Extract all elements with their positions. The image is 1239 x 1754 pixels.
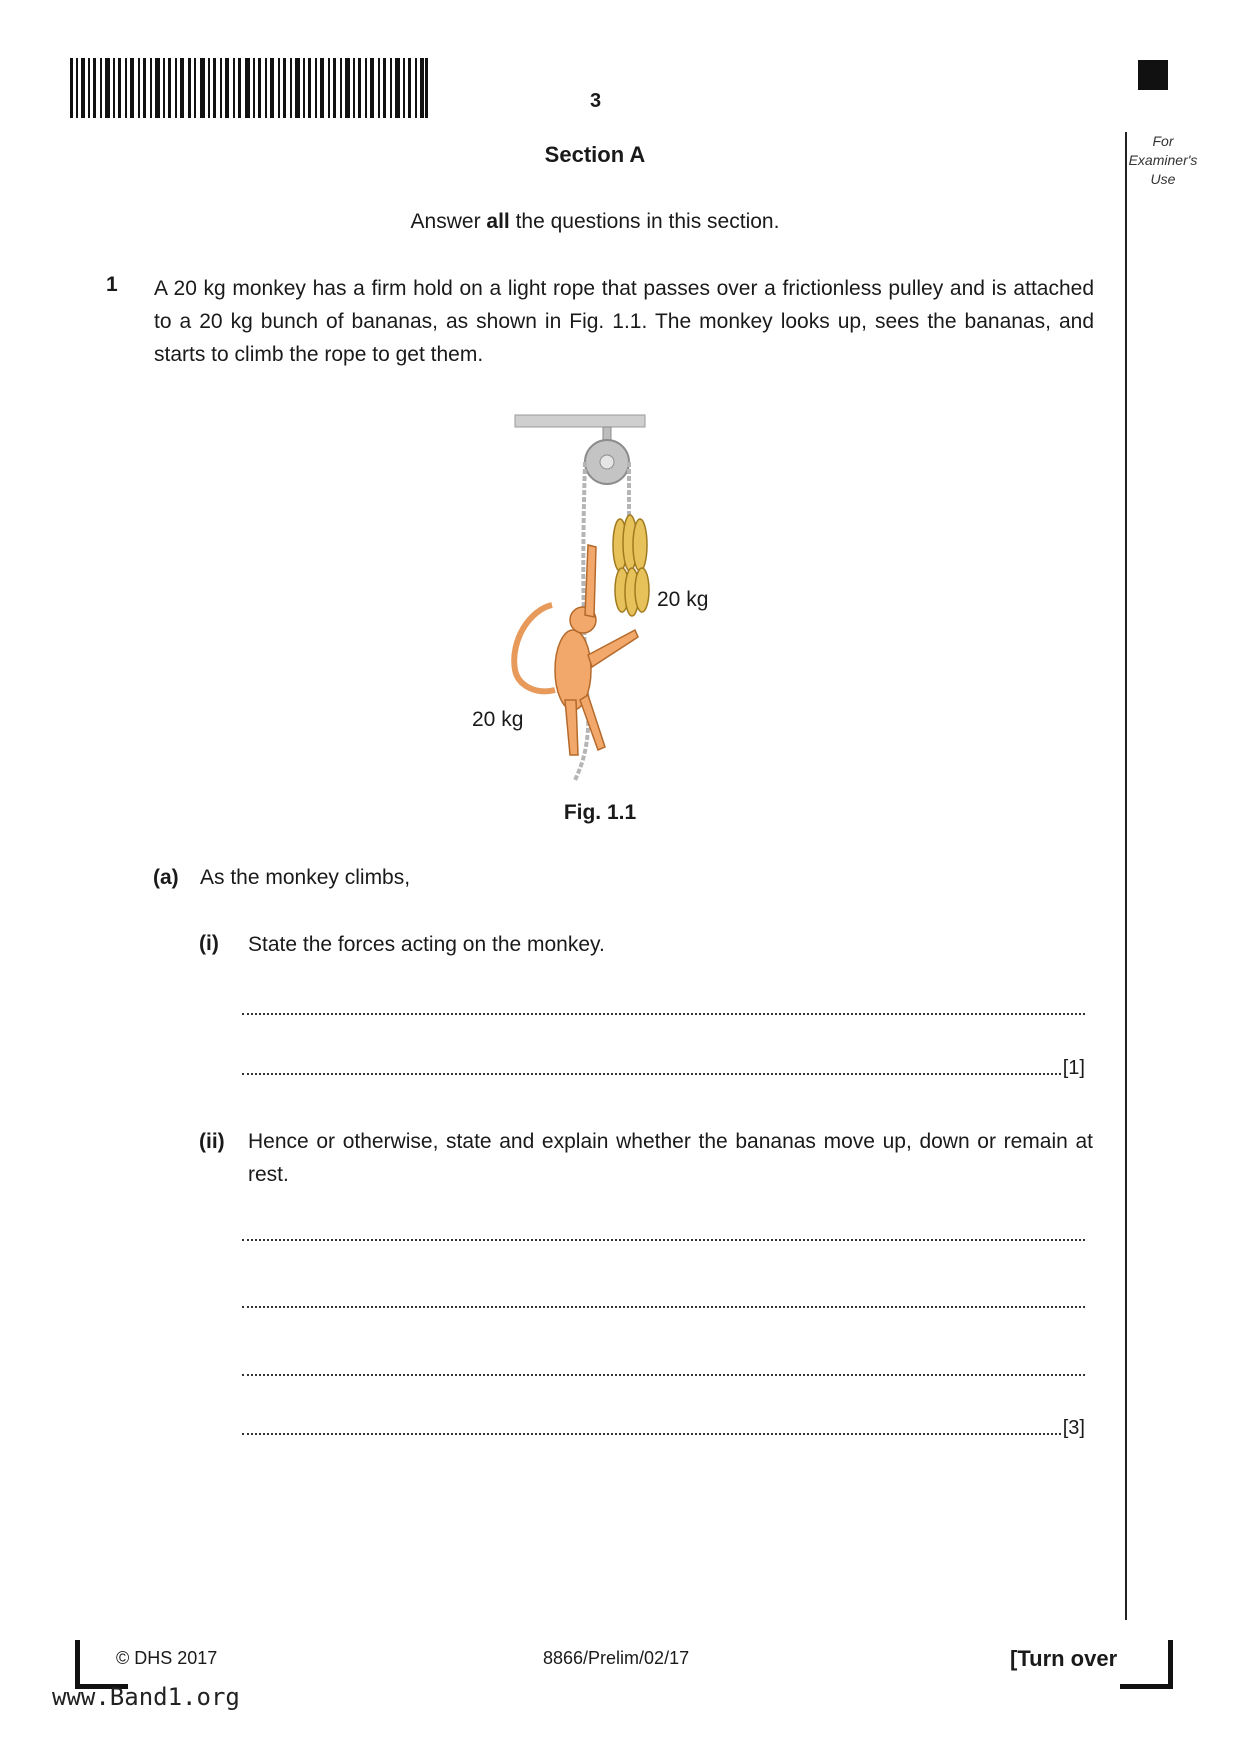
section-title: Section A — [544, 142, 646, 167]
copyright-text: © DHS 2017 — [116, 1648, 218, 1668]
bananas-mass-label: 20 kg — [657, 588, 709, 611]
sub-i-label: (i) — [199, 932, 219, 955]
sub-ii-label: (ii) — [199, 1130, 225, 1153]
examiner-use-label: For Examiner's Use — [1128, 133, 1198, 187]
watermark-url: www.Band1.org — [52, 1683, 240, 1711]
instruction-emphasis: all — [486, 210, 510, 233]
crop-mark-right — [1120, 1640, 1173, 1689]
banana-bunch — [613, 515, 649, 616]
answer-line[interactable] — [242, 1287, 1085, 1313]
sub-ii-text: Hence or otherwise, state and explain whether the bananas move up, down or remain at rest. — [248, 1130, 1093, 1186]
answer-line[interactable] — [242, 1355, 1085, 1381]
monkey-mass-label: 20 kg — [472, 708, 524, 731]
registration-mark — [1138, 60, 1168, 90]
question-number: 1 — [106, 273, 118, 296]
ceiling-bar — [515, 415, 645, 427]
answer-line[interactable] — [242, 1054, 1085, 1080]
question-stem: A 20 kg monkey has a firm hold on a light rope that passes over a frictionless pulley and is attached to a 20 kg bunch of bananas, as shown in Fig. 1.1. The monkey looks up, sees the bananas, and starts to climb the rope to get them. — [154, 277, 1094, 366]
marks-label: [1] — [1062, 1057, 1085, 1079]
marks-label: [3] — [1062, 1417, 1085, 1439]
answer-line[interactable] — [242, 994, 1085, 1020]
answer-line[interactable] — [242, 1220, 1085, 1246]
page-number: 3 — [590, 90, 602, 112]
section-instruction: Answer all the questions in this section. — [410, 210, 780, 233]
turn-over-label: [Turn over — [1010, 1646, 1118, 1671]
paper-code: 8866/Prelim/02/17 — [543, 1648, 690, 1668]
answer-line[interactable] — [242, 1414, 1085, 1440]
barcode — [70, 58, 428, 118]
pulley-wheel — [585, 440, 629, 484]
part-a-label: (a) — [153, 866, 179, 889]
examiner-margin-line — [1125, 132, 1127, 1620]
part-a-text: As the monkey climbs, — [200, 866, 411, 889]
figure-caption: Fig. 1.1 — [563, 801, 637, 824]
sub-i-text: State the forces acting on the monkey. — [248, 933, 605, 956]
